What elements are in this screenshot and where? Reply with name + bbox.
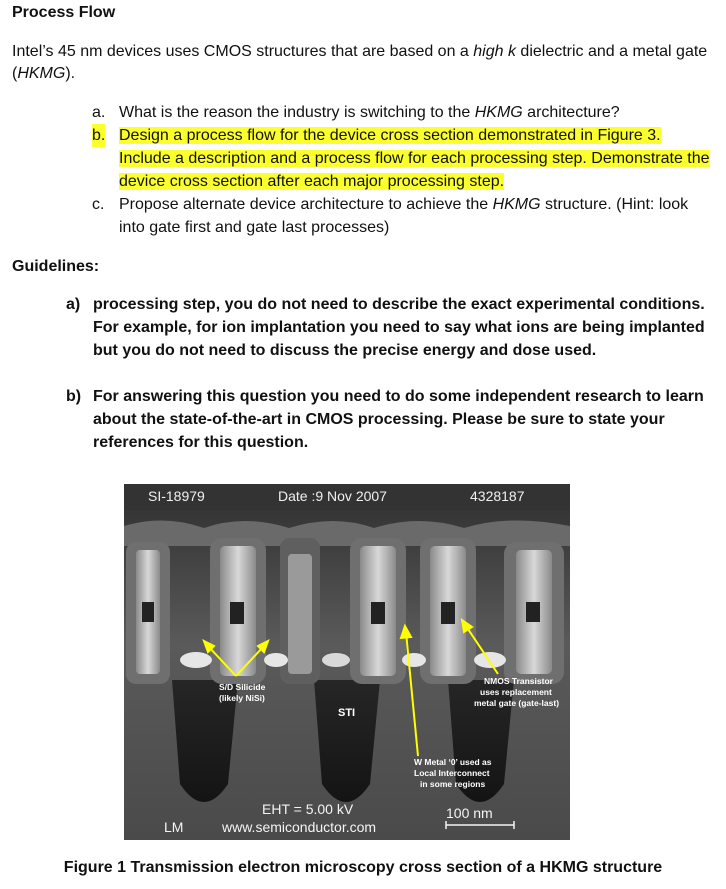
sti-label: STI <box>338 707 356 719</box>
intro-text: dielectric and a metal gate ( <box>12 43 708 82</box>
question-b <box>92 124 712 193</box>
highlighted-question-text: Design a process flow for the device cross section demonstrated in Figure 3. Include a description and a process flow for each processing step. Demonstrate the device cross section after each major processing step. <box>119 127 710 190</box>
guidelines-title: Guidelines: <box>12 258 100 275</box>
question-text: Propose alternate device architecture to achieve the <box>119 196 493 213</box>
question-emphasis: HKMG <box>492 196 541 213</box>
guideline-b <box>66 385 706 454</box>
website-label: www.semiconductor.com <box>222 819 377 835</box>
gate-stack <box>504 542 564 684</box>
image-number-label: 4328187 <box>470 488 525 504</box>
question-text: structure. (Hint: look into gate first and gate last processes) <box>119 196 689 236</box>
gate-stack <box>350 538 406 684</box>
gate-stack <box>420 538 476 684</box>
intro-emphasis-hkmg: HKMG <box>17 65 66 82</box>
tem-cross-section-figure <box>124 484 570 840</box>
detector-label: LM <box>164 819 184 835</box>
contact-layer <box>124 520 570 546</box>
silicide-region <box>180 652 212 668</box>
question-c <box>92 193 712 239</box>
question-text: What is the reason the industry is switching to the <box>119 104 475 121</box>
gate-stack <box>126 542 170 684</box>
nmos-label: NMOS Transistor <box>484 676 553 686</box>
guidelines-list <box>66 293 706 454</box>
question-label: c. <box>92 196 105 213</box>
tungsten-label: in some regions <box>420 779 486 789</box>
guideline-label: b) <box>66 388 82 405</box>
image-id-label: SI-18979 <box>148 488 205 504</box>
tem-image <box>124 484 570 840</box>
nmos-label: uses replacement <box>480 687 552 697</box>
guideline-text: processing step, you do not need to describe the exact experimental conditions. For example, for ion implantation you need to say what ions are being implanted but you do not need to discuss the precise energy and dose used. <box>93 296 705 359</box>
scale-bar-label: 100 nm <box>446 805 493 821</box>
silicide-label: (likely NiSi) <box>219 693 265 703</box>
intro-paragraph <box>12 41 712 85</box>
question-list <box>92 101 712 239</box>
guideline-text: For answering this question you need to do some independent research to learn about the state-of-the-art in CMOS processing. Please be sure to state your references for this question. <box>93 388 704 451</box>
question-a <box>92 101 712 124</box>
figure-caption: Figure 1 Transmission electron microscopy cross section of a HKMG structure <box>63 859 663 876</box>
nmos-label: metal gate (gate-last) <box>474 698 560 708</box>
image-date-label: Date :9 Nov 2007 <box>278 488 387 504</box>
question-emphasis: HKMG <box>474 104 523 121</box>
silicide-region <box>474 652 506 668</box>
silicide-region <box>402 653 426 667</box>
question-label: a. <box>92 104 106 121</box>
gate-stack <box>210 538 266 684</box>
intro-text: Intel’s 45 nm devices uses CMOS structures that are based on a <box>12 43 474 60</box>
guideline-label: a) <box>66 296 81 313</box>
question-text: architecture? <box>522 104 620 121</box>
silicide-region <box>322 653 350 667</box>
intro-emphasis-high-k: high k <box>473 43 516 60</box>
eht-label: EHT = 5.00 kV <box>262 801 354 817</box>
page-title: Process Flow <box>12 4 116 21</box>
silicide-region <box>264 653 288 667</box>
tungsten-label: W Metal ‘0’ used as <box>414 757 492 767</box>
question-label: b. <box>92 124 105 147</box>
silicide-label: S/D Silicide <box>219 682 266 692</box>
intro-text: ). <box>65 65 76 82</box>
guideline-a <box>66 293 706 362</box>
tungsten-label: Local Interconnect <box>414 768 490 778</box>
